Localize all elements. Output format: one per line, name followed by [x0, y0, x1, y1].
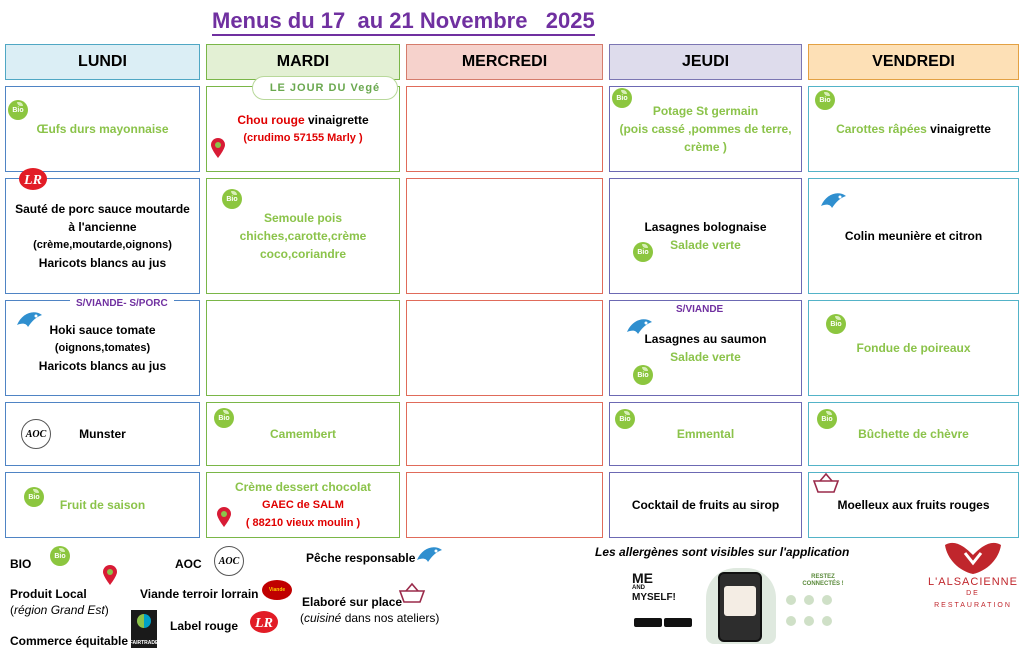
menu-cell-lundi-plat [5, 178, 200, 294]
legend-ateliers-text: dans nos ateliers) [341, 611, 440, 625]
app-logo-line: AND [632, 585, 645, 591]
menu-cell-mardi-alternative [206, 300, 400, 396]
brand-name-sub: DE RESTAURATION [934, 590, 1012, 609]
restez-connectes-text: RESTEZ CONNECTÉS ! [802, 574, 844, 587]
menu-cell-mercredi-entree [406, 86, 603, 172]
legend-region-label: (région Grand Est) [10, 603, 109, 617]
dish-name: Emmental [676, 427, 735, 441]
dish-side: Haricots blancs au jus [38, 256, 167, 270]
dish-name: Bûchette de chèvre [858, 427, 969, 441]
bio-icon: Bio [50, 546, 70, 566]
day-header-jeudi: JEUDI [609, 44, 802, 80]
legend-elabore-label: Elaboré sur place [302, 595, 403, 609]
bio-icon: Bio [815, 90, 835, 110]
google-play-badge[interactable] [664, 618, 692, 627]
day-header-lundi: LUNDI [5, 44, 200, 80]
menu-cell-mercredi-plat [406, 178, 603, 294]
menu-cell-lundi-entree [5, 86, 200, 172]
svg-text:LR: LR [255, 616, 273, 631]
dish-name: Sauté de porc sauce moutarde [15, 202, 190, 216]
dish-name: Cocktail de fruits au sirop [631, 498, 780, 512]
dish-name-rest: vinaigrette [926, 122, 991, 136]
bio-icon: Bio [24, 487, 44, 507]
feature-icon [822, 616, 832, 626]
fairtrade-icon: FAIRTRADE [131, 610, 157, 648]
menu-cell-jeudi-dessert [609, 472, 802, 538]
legend-peche-label: Pêche responsable [306, 551, 416, 565]
dish-name: Lasagnes au saumon [644, 332, 767, 346]
dish-side: Salade verte [670, 350, 741, 364]
sviande-sporc-tag: S/VIANDE- S/PORC [70, 297, 174, 311]
day-header-mardi: MARDI [206, 44, 400, 80]
sviande-tag: S/VIANDE [670, 303, 729, 317]
dish-origin: ( 88210 vieux moulin ) [245, 517, 361, 529]
legend-cuisine-text: cuisiné [304, 611, 342, 625]
jour-vege-tag: LE JOUR DU Vegé [252, 76, 398, 100]
feature-icon [804, 595, 814, 605]
dish-name: Hoki sauce tomate [49, 323, 156, 337]
legend-produit-local-label: Produit Local [10, 587, 87, 601]
brand-name [928, 576, 1018, 612]
dish-ingredients: (pois cassé ,pommes de terre, [619, 122, 792, 136]
app-feature-icons [782, 592, 852, 632]
app-store-badge[interactable] [634, 618, 662, 627]
dish-name: Potage St germain [652, 104, 759, 118]
bio-icon: Bio [222, 189, 242, 209]
menu-cell-mercredi-alternative [406, 300, 603, 396]
dish-name: Moelleux aux fruits rouges [837, 498, 990, 512]
bio-icon: Bio [615, 409, 635, 429]
dish-name: Semoule pois [263, 211, 343, 225]
dish-ingredients: (oignons,tomates) [54, 342, 151, 354]
alsacienne-logo-icon [943, 541, 1003, 575]
menu-cell-mercredi-fromage [406, 402, 603, 466]
bio-icon: Bio [817, 409, 837, 429]
bio-icon: Bio [8, 100, 28, 120]
dish-name: Colin meunière et citron [844, 229, 983, 243]
fish-icon [414, 540, 446, 566]
basket-icon [812, 472, 840, 494]
fish-icon [624, 312, 656, 338]
dish-name: Œufs durs mayonnaise [36, 122, 169, 136]
allergens-notice: Les allergènes sont visibles sur l'application [595, 545, 850, 559]
phone-screen-icon [718, 572, 762, 642]
menu-cell-jeudi-plat [609, 178, 802, 294]
fish-icon [818, 186, 850, 212]
svg-text:LR: LR [24, 173, 42, 188]
bio-icon: Bio [633, 242, 653, 262]
dish-name: Fondue de poireaux [856, 341, 971, 355]
dish-ingredients: crème ) [684, 140, 727, 154]
feature-icon [804, 616, 814, 626]
dish-side: Haricots blancs au jus [38, 359, 167, 373]
viande-lorrain-icon: Viande [262, 580, 292, 600]
dish-side: Salade verte [670, 238, 741, 252]
day-header-vendredi: VENDREDI [808, 44, 1019, 80]
menu-cell-vendredi-entree [808, 86, 1019, 172]
dish-name [836, 120, 991, 138]
location-pin-icon [216, 506, 232, 528]
label-rouge-icon [18, 167, 48, 191]
dish-origin: GAEC de SALM [262, 499, 344, 511]
legend-bio-label: BIO [10, 557, 32, 571]
fish-icon [14, 305, 46, 331]
legend-label-rouge-label: Label rouge [170, 619, 239, 633]
dish-name: Camembert [269, 427, 337, 441]
legend-region-text: région Grand Est [14, 603, 105, 617]
dish-name-highlight: Carottes râpées [836, 122, 927, 136]
label-rouge-icon [249, 610, 279, 634]
location-pin-icon [210, 137, 226, 159]
basket-icon [398, 582, 426, 604]
aoc-icon: AOC [214, 546, 244, 576]
dish-name: chiches,carotte,crème [239, 229, 367, 243]
menu-cell-mardi-fromage [206, 402, 400, 466]
legend-viande-lorrain-label: Viande terroir lorrain [140, 587, 259, 601]
menu-cell-mercredi-dessert [406, 472, 603, 538]
dish-name-rest: vinaigrette [304, 113, 369, 127]
feature-icon [786, 616, 796, 626]
legend-commerce-label: Commerce équitable [10, 634, 129, 648]
dish-name: Crème dessert chocolat [234, 480, 372, 494]
app-logo [632, 572, 690, 608]
page-title: Menus du 17 au 21 Novembre 2025 [212, 8, 595, 36]
dish-name: coco,coriandre [259, 247, 347, 261]
app-logo-line: MYSELF! [632, 592, 676, 603]
dish-name [237, 111, 368, 129]
dish-origin: (crudimo 57155 Marly ) [243, 132, 363, 144]
bio-icon: Bio [612, 88, 632, 108]
location-pin-icon [102, 564, 118, 586]
dish-ingredients: (crème,moutarde,oignons) [33, 239, 172, 251]
dish-name: à l'ancienne [68, 220, 137, 234]
feature-icon [822, 595, 832, 605]
dish-name-highlight: Chou rouge [237, 113, 305, 127]
feature-icon [786, 595, 796, 605]
legend-cuisine-label: (cuisiné dans nos ateliers) [300, 611, 440, 625]
legend-aoc-label: AOC [175, 557, 202, 571]
menu-cell-mardi-dessert [206, 472, 400, 538]
aoc-icon: AOC [21, 419, 51, 449]
bio-icon: Bio [826, 314, 846, 334]
day-header-mercredi: MERCREDI [406, 44, 603, 80]
dish-name: Munster [79, 427, 126, 441]
menu-cell-jeudi-fromage [609, 402, 802, 466]
dish-name: Lasagnes bolognaise [644, 220, 767, 234]
app-logo-line: ME [632, 570, 653, 586]
brand-name-main: L'ALSACIENNE [928, 576, 1018, 588]
menu-cell-vendredi-fromage [808, 402, 1019, 466]
bio-icon: Bio [633, 365, 653, 385]
dish-name: Fruit de saison [59, 498, 146, 512]
menu-cell-jeudi-entree [609, 86, 802, 172]
bio-icon: Bio [214, 408, 234, 428]
